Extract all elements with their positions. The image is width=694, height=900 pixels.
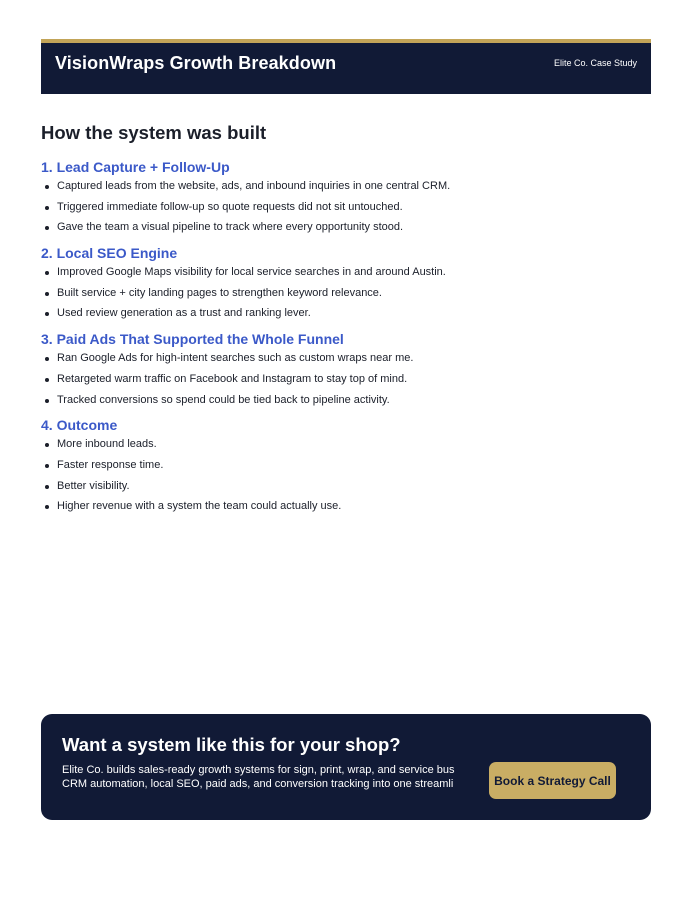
list-item xyxy=(41,476,661,497)
sections-container xyxy=(41,158,661,523)
header-banner xyxy=(41,39,651,94)
cta-banner xyxy=(41,714,651,820)
bullet-icon xyxy=(45,312,49,316)
list-item xyxy=(41,496,661,517)
list-item xyxy=(41,390,661,411)
section-local-seo xyxy=(41,244,661,324)
cta-description-line: Elite Co. builds sales-ready growth systems for sign, print, wrap, and service bus xyxy=(62,764,455,776)
list-item-text: Gave the team a visual pipeline to track where every opportunity stood. xyxy=(57,221,404,234)
bullet-list xyxy=(41,176,661,238)
list-item-text: Tracked conversions so spend could be tied back to pipeline activity. xyxy=(57,393,390,406)
list-item xyxy=(41,176,661,197)
section-title: 2. Local SEO Engine xyxy=(41,245,178,262)
section-title: 1. Lead Capture + Follow-Up xyxy=(41,159,230,175)
bullet-icon xyxy=(45,443,49,447)
list-item-text: Higher revenue with a system the team could actually use. xyxy=(57,500,342,513)
bullet-list xyxy=(41,348,661,410)
bullet-icon xyxy=(45,271,49,275)
bullet-icon xyxy=(45,185,49,189)
bullet-icon xyxy=(45,378,49,382)
list-item-text: Faster response time. xyxy=(57,458,164,471)
bullet-icon xyxy=(45,206,49,210)
bullet-icon xyxy=(45,505,49,509)
cta-title: Want a system like this for your shop? xyxy=(62,734,401,755)
list-item-text: Built service + city landing pages to strengthen keyword relevance. xyxy=(57,286,382,299)
cta-description xyxy=(62,764,490,791)
list-item xyxy=(41,197,661,218)
list-item-text: Used review generation as a trust and ranking lever. xyxy=(57,307,311,320)
list-item xyxy=(41,303,661,324)
list-item-text: Retargeted warm traffic on Facebook and Instagram to stay top of mind. xyxy=(57,372,408,385)
book-strategy-call-button[interactable]: Book a Strategy Call xyxy=(489,762,616,799)
bullet-icon xyxy=(45,226,49,230)
list-item-text: Improved Google Maps visibility for local service searches in and around Austin. xyxy=(57,266,446,279)
section-title: 4. Outcome xyxy=(41,417,118,434)
list-item-text: More inbound leads. xyxy=(57,438,157,451)
list-item-text: Captured leads from the website, ads, and inbound inquiries in one central CRM. xyxy=(57,180,451,192)
bullet-list xyxy=(41,434,661,517)
list-item xyxy=(41,217,661,238)
bullet-list xyxy=(41,262,661,324)
bullet-icon xyxy=(45,292,49,296)
section-paid-ads xyxy=(41,330,661,410)
bullet-icon xyxy=(45,464,49,468)
document-title: VisionWraps Growth Breakdown xyxy=(55,53,337,73)
section-lead-capture xyxy=(41,158,661,238)
list-item-text: Ran Google Ads for high-intent searches such as custom wraps near me. xyxy=(57,352,414,365)
list-item xyxy=(41,369,661,390)
bullet-icon xyxy=(45,399,49,403)
page-heading: How the system was built xyxy=(41,122,267,143)
list-item-text: Better visibility. xyxy=(57,479,130,492)
bullet-icon xyxy=(45,485,49,489)
list-item xyxy=(41,434,661,455)
list-item xyxy=(41,455,661,476)
list-item xyxy=(41,348,661,369)
section-title: 3. Paid Ads That Supported the Whole Funnel xyxy=(41,331,344,348)
list-item xyxy=(41,283,661,304)
bullet-icon xyxy=(45,357,49,361)
section-outcome xyxy=(41,416,661,517)
list-item xyxy=(41,262,661,283)
cta-description-line: CRM automation, local SEO, paid ads, and conversion tracking into one streamli xyxy=(62,777,454,790)
case-study-tag: Elite Co. Case Study xyxy=(553,58,637,68)
list-item-text: Triggered immediate follow-up so quote requests did not sit untouched. xyxy=(57,200,403,213)
